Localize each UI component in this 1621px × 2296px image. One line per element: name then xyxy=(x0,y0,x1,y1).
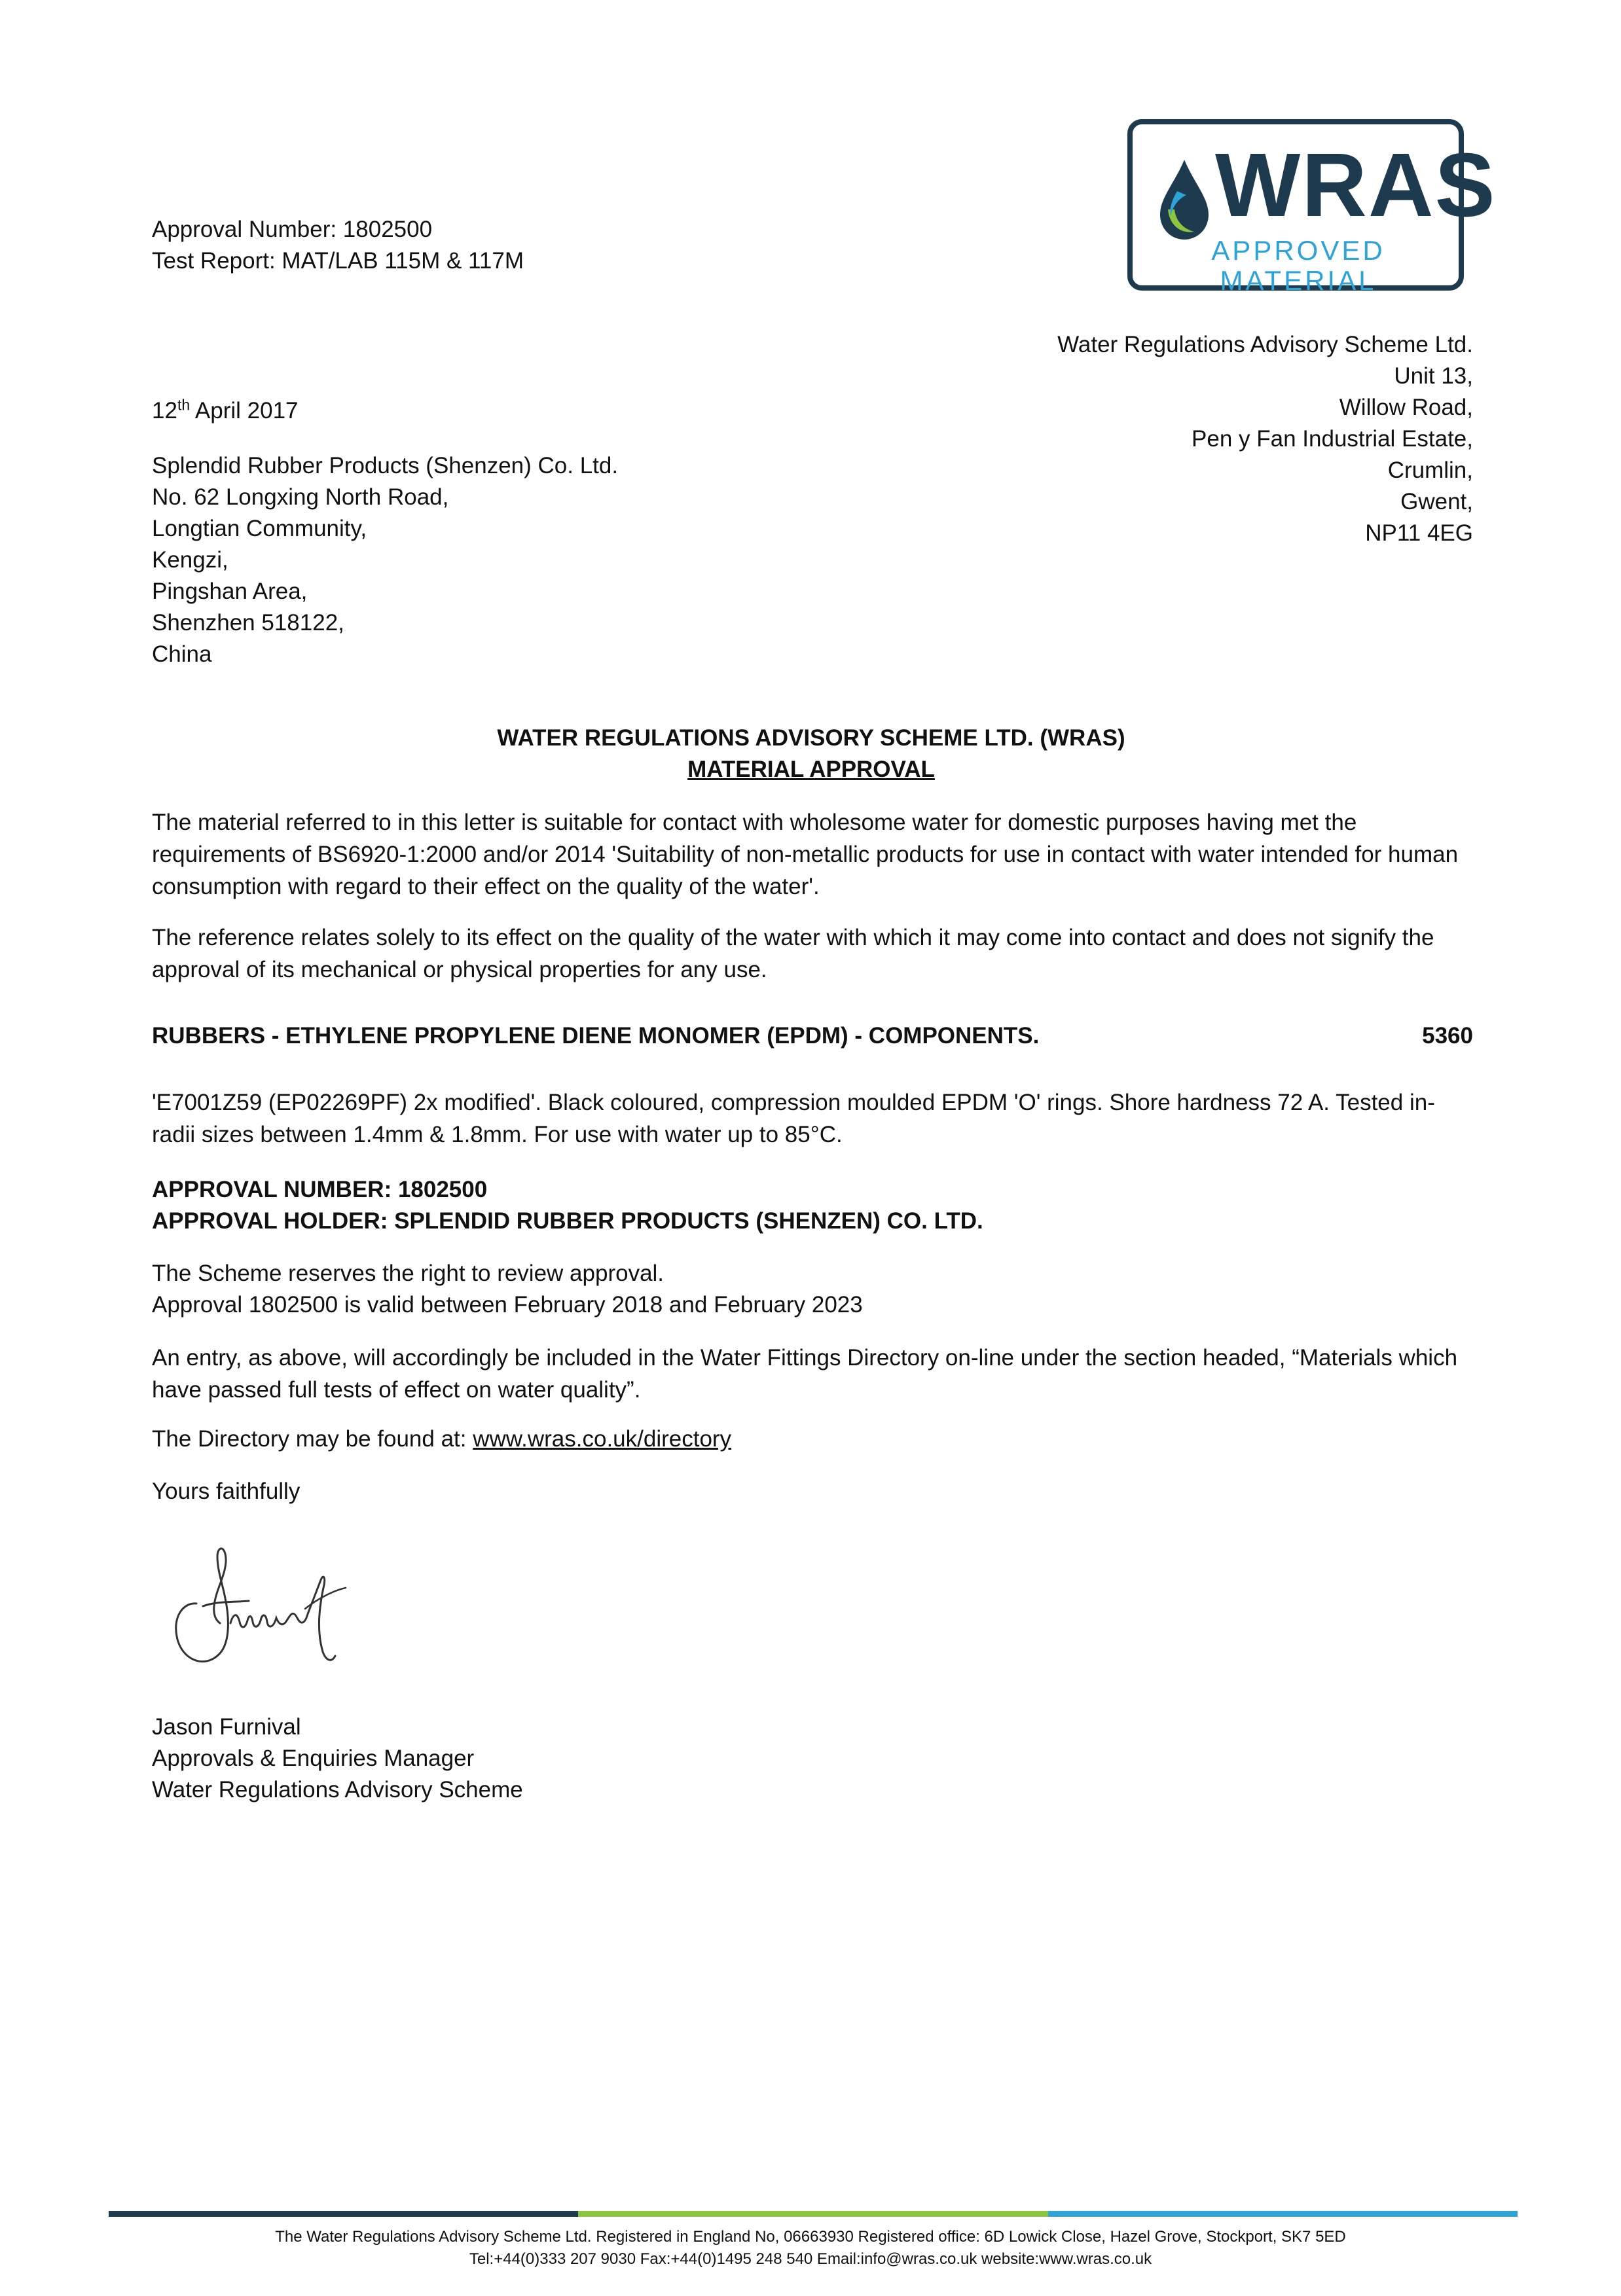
directory-prefix: The Directory may be found at: xyxy=(152,1426,473,1452)
footer-registration: The Water Regulations Advisory Scheme Ltd. Registered in England No, 06663930 Registered office: 6D Lowick Close, Hazel Grove, Stockport, SK7 5ED xyxy=(275,2228,1346,2246)
document-subtitle: MATERIAL APPROVAL xyxy=(687,757,935,782)
sender-address-line: Gwent, xyxy=(1400,489,1473,514)
recipient-address-line: Longtian Community, xyxy=(152,516,367,541)
signatory-role: Approvals & Enquiries Manager xyxy=(152,1746,475,1771)
footer-bar-blue xyxy=(1048,2211,1518,2217)
closing: Yours faithfully xyxy=(152,1479,301,1504)
approval-holder: APPROVAL HOLDER: SPLENDID RUBBER PRODUCTS (SHENZEN) CO. LTD. xyxy=(152,1208,983,1234)
text-line: requirements of BS6920-1:2000 and/or 2014 'Suitability of non-metallic products for use in contact with water intended for human xyxy=(152,842,1459,867)
material-code: 5360 xyxy=(1422,1023,1473,1049)
recipient-address-line: Pingshan Area, xyxy=(152,579,308,604)
date-suffix: th xyxy=(177,396,191,414)
handwritten-signature xyxy=(157,1525,380,1682)
recipient-address xyxy=(152,450,618,670)
footer-color-bar xyxy=(109,2211,1518,2217)
date-rest: April 2017 xyxy=(190,398,299,423)
sender-address-line: Willow Road, xyxy=(1339,395,1473,420)
sender-address-line: Unit 13, xyxy=(1394,363,1473,389)
footer-contact: Tel:+44(0)333 207 9030 Fax:+44(0)1495 248 540 Email:info@wras.co.uk website:www.wras.co.uk xyxy=(469,2250,1152,2268)
text-line: The material referred to in this letter is suitable for contact with wholesome water for domestic purposes having met the xyxy=(152,810,1357,835)
intro-paragraph xyxy=(152,806,1487,903)
logo-wordmark: WRAS xyxy=(1215,135,1497,236)
sender-address-line: Crumlin, xyxy=(1387,457,1473,483)
letter-date xyxy=(152,395,299,427)
text-line: An entry, as above, will accordingly be included in the Water Fittings Directory on-line under the section headed, “Materials which xyxy=(152,1345,1458,1371)
wras-logo xyxy=(1127,119,1497,296)
recipient-address-line: Kengzi, xyxy=(152,547,228,573)
document-title: WATER REGULATIONS ADVISORY SCHEME LTD. (WRAS) xyxy=(497,725,1125,751)
validity-statement: Approval 1802500 is valid between February 2018 and February 2023 xyxy=(152,1292,863,1318)
signatory-organisation: Water Regulations Advisory Scheme xyxy=(152,1777,523,1803)
material-description xyxy=(152,1086,1487,1151)
directory-entry xyxy=(152,1342,1487,1406)
recipient-address-line: Shenzhen 518122, xyxy=(152,610,344,636)
logo-tagline: APPROVED MATERIAL xyxy=(1211,235,1385,296)
recipient-address-line: Splendid Rubber Products (Shenzen) Co. Ltd. xyxy=(152,453,619,478)
directory-location xyxy=(152,1424,731,1455)
scope-paragraph xyxy=(152,922,1487,986)
recipient-address-line: No. 62 Longxing North Road, xyxy=(152,484,449,510)
text-line: approval of its mechanical or physical properties for any use. xyxy=(152,957,767,982)
test-report-ref: Test Report: MAT/LAB 115M & 117M xyxy=(152,248,524,274)
signatory-name: Jason Furnival xyxy=(152,1714,301,1740)
sender-address-line: Pen y Fan Industrial Estate, xyxy=(1192,426,1473,452)
sender-address-line: NP11 4EG xyxy=(1365,520,1473,546)
text-line: radii sizes between 1.4mm & 1.8mm. For use with water up to 85°C. xyxy=(152,1122,843,1147)
sender-address xyxy=(1057,329,1473,549)
sender-address-line: Water Regulations Advisory Scheme Ltd. xyxy=(1057,332,1473,357)
text-line: 'E7001Z59 (EP02269PF) 2x modified'. Black coloured, compression moulded EPDM 'O' rings. Shore hardness 72 A. Tested in- xyxy=(152,1090,1435,1115)
text-line: consumption with regard to their effect on the quality of the water'. xyxy=(152,874,820,899)
material-category: RUBBERS - ETHYLENE PROPYLENE DIENE MONOMER (EPDM) - COMPONENTS. xyxy=(152,1023,1040,1049)
approval-number-ref: Approval Number: 1802500 xyxy=(152,217,433,242)
date-day: 12 xyxy=(152,398,177,423)
text-line: The reference relates solely to its effect on the quality of the water with which it may come into contact and does not signify the xyxy=(152,925,1434,950)
footer-bar-navy xyxy=(109,2211,578,2217)
review-statement: The Scheme reserves the right to review approval. xyxy=(152,1261,665,1286)
approval-number: APPROVAL NUMBER: 1802500 xyxy=(152,1177,488,1202)
text-line: have passed full tests of effect on water quality”. xyxy=(152,1377,641,1403)
water-drop-icon xyxy=(1155,157,1214,242)
recipient-address-line: China xyxy=(152,641,212,667)
directory-link[interactable]: www.wras.co.uk/directory xyxy=(473,1426,732,1452)
footer-bar-green xyxy=(578,2211,1047,2217)
